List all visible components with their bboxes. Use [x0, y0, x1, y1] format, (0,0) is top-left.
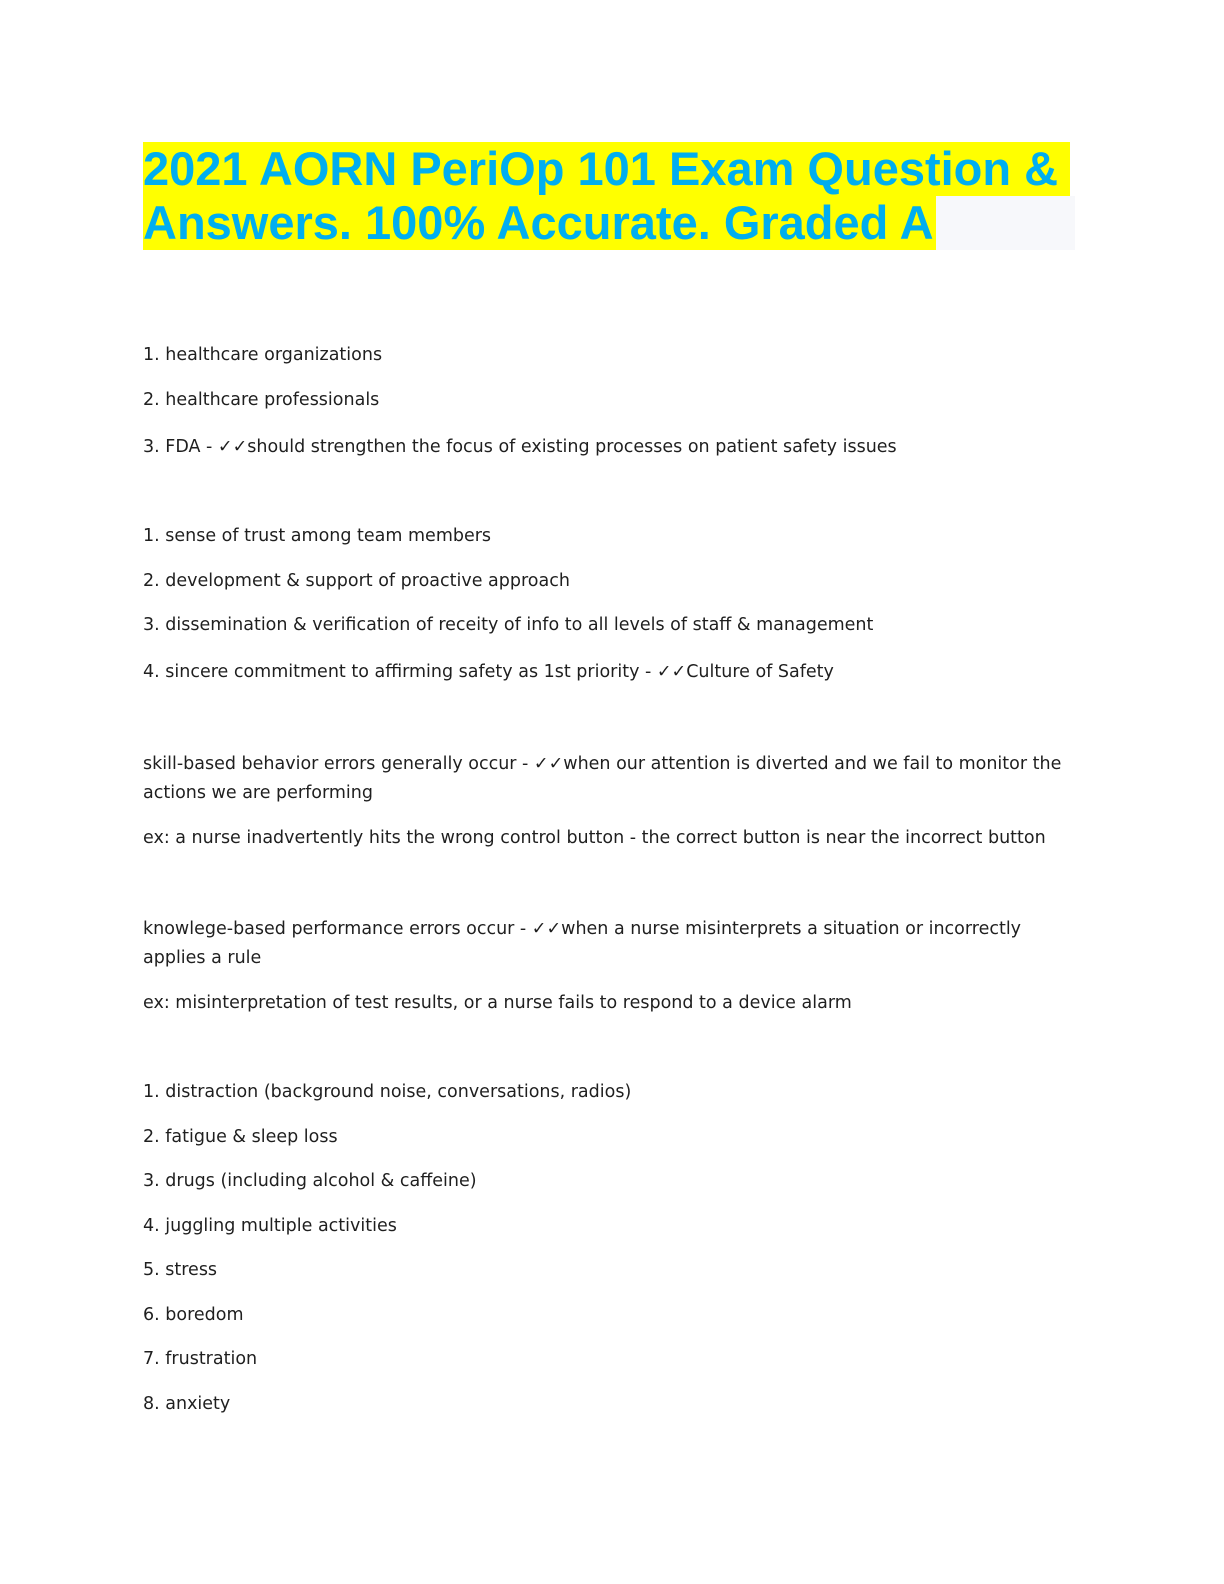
title-line-2 [143, 196, 1075, 250]
text-line: 4. juggling multiple activities [143, 1216, 397, 1236]
title-highlight-tail [936, 196, 1075, 250]
text-line: 5. stress [143, 1260, 218, 1280]
text-line: 8. anxiety [143, 1394, 231, 1414]
text-line: 1. distraction (background noise, conversations, radios) [143, 1082, 632, 1102]
text-line: 3. FDA - ✓✓should strengthen the focus of existing processes on patient safety issues [143, 437, 897, 457]
text-line: 7. frustration [143, 1349, 258, 1369]
title-line-1 [143, 142, 1075, 196]
text-line: 1. healthcare organizations [143, 345, 383, 365]
document-title [143, 142, 1075, 250]
text-line: 2. development & support of proactive approach [143, 571, 570, 591]
text-line: knowlege-based performance errors occur - ✓✓when a nurse misinterprets a situation or incorrectly applies a rule [143, 919, 1022, 968]
text-line: ex: misinterpretation of test results, or a nurse fails to respond to a device alarm [143, 993, 852, 1013]
text-line: 4. sincere commitment to affirming safety as 1st priority - ✓✓Culture of Safety [143, 662, 834, 682]
title-line-1-text: 2021 AORN PeriOp 101 Exam Question & [143, 142, 1070, 196]
title-line-2-text: Answers. 100% Accurate. Graded A [143, 196, 934, 249]
text-line: skill-based behavior errors generally occur - ✓✓when our attention is diverted and we fail to monitor the actions we are performing [143, 754, 1062, 803]
text-line: 2. healthcare professionals [143, 390, 380, 410]
text-line: 3. dissemination & verification of receity of info to all levels of staff & management [143, 615, 874, 635]
text-line: 1. sense of trust among team members [143, 526, 492, 546]
text-line: 3. drugs (including alcohol & caffeine) [143, 1171, 477, 1191]
text-line: 2. fatigue & sleep loss [143, 1127, 338, 1147]
text-line: 6. boredom [143, 1305, 244, 1325]
text-line: ex: a nurse inadvertently hits the wrong control button - the correct button is near the incorrect button [143, 828, 1046, 848]
